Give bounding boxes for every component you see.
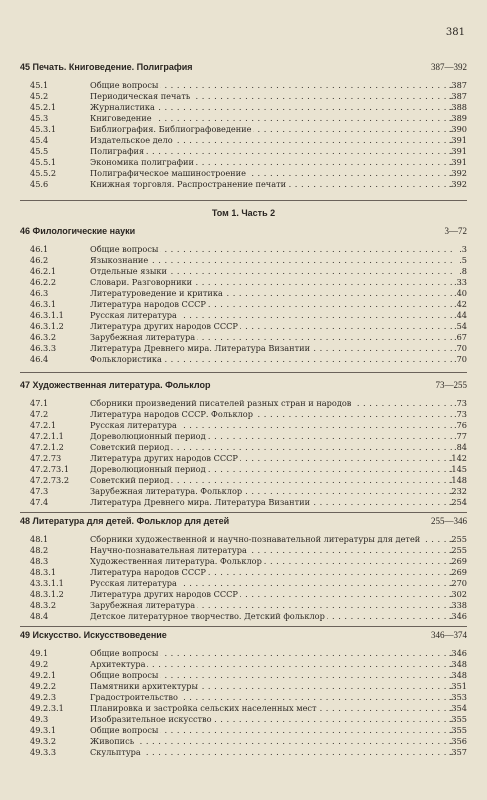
entry-label-wrap	[90, 255, 453, 266]
entry-page: .3	[459, 244, 467, 254]
toc-entry	[20, 692, 467, 703]
entry-page: .355	[448, 714, 467, 724]
toc-entry	[20, 567, 467, 578]
section-page-range: 255—346	[431, 516, 467, 526]
entry-page: .387	[448, 91, 467, 101]
entry-code: 47.2.73.1	[30, 464, 70, 474]
entry-label-wrap	[90, 113, 453, 124]
toc-entry	[20, 714, 467, 725]
section-46	[20, 224, 467, 365]
entry-code: 47.3	[30, 486, 49, 496]
entry-page: .346	[448, 648, 467, 658]
toc-entry	[20, 747, 467, 758]
entry-label: Литература народов СССР. Фольклор	[90, 409, 253, 419]
entry-page: .73	[453, 398, 467, 408]
entry-label: Дореволюционный период	[90, 431, 206, 441]
entry-list	[20, 534, 467, 622]
toc-entry	[20, 409, 467, 420]
entry-label-wrap	[90, 91, 453, 102]
entry-label-wrap	[90, 135, 453, 146]
entry-code: 45.2.1	[30, 102, 57, 112]
toc-entry	[20, 475, 467, 486]
entry-code: 46.4	[30, 354, 49, 364]
toc-entry	[20, 497, 467, 508]
entry-label: Литература других народов СССР	[90, 321, 238, 331]
entry-page: .388	[448, 102, 467, 112]
entry-label-wrap	[90, 567, 453, 578]
toc-entry	[20, 277, 467, 288]
section-divider	[20, 512, 467, 513]
entry-page: .8	[459, 266, 467, 276]
entry-code: 47.1	[30, 398, 49, 408]
toc-entry	[20, 736, 467, 747]
entry-label: Научно-познавательная литература	[90, 545, 247, 555]
entry-label: Детское литературное творчество. Детский фольклор	[90, 611, 325, 621]
entry-page: .389	[448, 113, 467, 123]
entry-code: 49.3.3	[30, 747, 57, 757]
entry-label: Советский период	[90, 475, 170, 485]
entry-code: 48.1	[30, 534, 49, 544]
entry-page: .145	[448, 464, 467, 474]
section-heading	[20, 514, 467, 528]
entry-code: 47.2.1.1	[30, 431, 64, 441]
toc-entry	[20, 611, 467, 622]
entry-label-wrap	[90, 497, 453, 508]
entry-code: 47.4	[30, 497, 49, 507]
section-page-range: 3—72	[444, 226, 467, 236]
entry-page: .392	[448, 168, 467, 178]
entry-page: .392	[448, 179, 467, 189]
entry-label: Литературоведение и критика	[90, 288, 223, 298]
entry-label-wrap	[90, 681, 453, 692]
entry-code: 47.2.73.2	[30, 475, 70, 485]
section-page-range: 73—255	[435, 380, 467, 390]
entry-code: 45.1	[30, 80, 49, 90]
toc-entry	[20, 124, 467, 135]
entry-code: 49.3.1	[30, 725, 57, 735]
toc-entry	[20, 354, 467, 365]
entry-label-wrap	[90, 725, 453, 736]
entry-code: 46.3.2	[30, 332, 57, 342]
entry-page: .351	[448, 681, 467, 691]
entry-label-wrap	[90, 534, 453, 545]
entry-label: Литература других народов СССР	[90, 453, 238, 463]
page-number: 381	[445, 27, 465, 38]
entry-page: .54	[453, 321, 467, 331]
entry-code: 45.4	[30, 135, 49, 145]
toc-entry	[20, 600, 467, 611]
toc-entry	[20, 453, 467, 464]
entry-label-wrap	[90, 124, 453, 135]
entry-label: Литература Древнего мира. Литература Византии	[90, 497, 311, 507]
entry-code: 49.2.2	[30, 681, 57, 691]
entry-page: .391	[448, 146, 467, 156]
entry-page: .70	[453, 343, 467, 353]
entry-code: 47.2.1	[30, 420, 57, 430]
entry-page: .387	[448, 80, 467, 90]
entry-label-wrap	[90, 80, 453, 91]
toc-entry	[20, 442, 467, 453]
section-title: 45 Печать. Книговедение. Полиграфия	[20, 62, 193, 72]
entry-page: .353	[448, 692, 467, 702]
entry-page: .148	[448, 475, 467, 485]
section-48	[20, 514, 467, 622]
entry-code: 48.3.1.2	[30, 589, 64, 599]
entry-label: Общие вопросы	[90, 80, 159, 90]
entry-label-wrap	[90, 277, 453, 288]
entry-label: Периодическая печать	[90, 91, 191, 101]
section-page-range: 387—392	[431, 62, 467, 72]
entry-page: .232	[448, 486, 467, 496]
toc-entry	[20, 299, 467, 310]
toc-entry	[20, 578, 467, 589]
entry-label: Общие вопросы	[90, 670, 159, 680]
entry-label-wrap	[90, 266, 453, 277]
toc-entry	[20, 648, 467, 659]
entry-page: .348	[448, 670, 467, 680]
toc-entry	[20, 102, 467, 113]
section-title: 46 Филологические науки	[20, 226, 136, 236]
entry-label-wrap	[90, 146, 453, 157]
section-45	[20, 60, 467, 190]
entry-label: Литература народов СССР	[90, 567, 206, 577]
entry-label-wrap	[90, 453, 453, 464]
section-47	[20, 378, 467, 508]
entry-label-wrap	[90, 736, 453, 747]
entry-list	[20, 80, 467, 190]
entry-label: Литература Древнего мира. Литература Византии	[90, 343, 311, 353]
section-divider	[20, 626, 467, 627]
entry-code: 49.3	[30, 714, 49, 724]
entry-page: .269	[448, 556, 467, 566]
toc-entry	[20, 343, 467, 354]
entry-label: Живопись	[90, 736, 135, 746]
entry-page: .391	[448, 157, 467, 167]
entry-label: Общие вопросы	[90, 648, 159, 658]
section-heading	[20, 378, 467, 392]
entry-label: Градостроительство	[90, 692, 178, 702]
entry-page: .77	[453, 431, 467, 441]
entry-label-wrap	[90, 659, 453, 670]
toc-entry	[20, 556, 467, 567]
entry-label-wrap	[90, 299, 453, 310]
entry-page: .44	[453, 310, 467, 320]
entry-page: .338	[448, 600, 467, 610]
entry-label: Русская литература	[90, 310, 177, 320]
entry-page: .356	[448, 736, 467, 746]
entry-label: Общие вопросы	[90, 725, 159, 735]
entry-label-wrap	[90, 670, 453, 681]
entry-page: .357	[448, 747, 467, 757]
entry-page: .348	[448, 659, 467, 669]
toc-entry	[20, 244, 467, 255]
entry-label-wrap	[90, 611, 453, 622]
entry-code: 48.3.1	[30, 567, 57, 577]
entry-page: .255	[448, 545, 467, 555]
toc-entry	[20, 486, 467, 497]
entry-label-wrap	[90, 168, 453, 179]
entry-code: 48.3.2	[30, 600, 57, 610]
entry-label: Фольклористика	[90, 354, 162, 364]
entry-label: Отдельные языки	[90, 266, 167, 276]
entry-label-wrap	[90, 102, 453, 113]
entry-label: Библиография. Библиографоведение	[90, 124, 252, 134]
entry-label: Экономика полиграфии	[90, 157, 194, 167]
toc-entry	[20, 725, 467, 736]
entry-page: .302	[448, 589, 467, 599]
toc-entry	[20, 113, 467, 124]
entry-label-wrap	[90, 409, 453, 420]
section-page-range: 346—374	[431, 630, 467, 640]
toc-entry	[20, 179, 467, 190]
entry-label-wrap	[90, 545, 453, 556]
entry-label: Изобразительное искусство	[90, 714, 212, 724]
entry-label: Литература других народов СССР	[90, 589, 238, 599]
section-49	[20, 628, 467, 758]
entry-code: 46.3	[30, 288, 49, 298]
entry-label-wrap	[90, 332, 453, 343]
entry-page: .354	[448, 703, 467, 713]
entry-code: 46.3.3	[30, 343, 57, 353]
entry-code: 45.5	[30, 146, 49, 156]
entry-label: Издательское дело	[90, 135, 173, 145]
toc-entry	[20, 420, 467, 431]
entry-label-wrap	[90, 398, 453, 409]
entry-page: .269	[448, 567, 467, 577]
entry-code: 46.2.1	[30, 266, 57, 276]
entry-code: 45.3	[30, 113, 49, 123]
entry-label: Русская литература	[90, 420, 177, 430]
entry-page: .42	[453, 299, 467, 309]
entry-label: Общие вопросы	[90, 244, 159, 254]
entry-page: .254	[448, 497, 467, 507]
entry-page: .255	[448, 534, 467, 544]
toc-entry	[20, 288, 467, 299]
entry-code: 45.5.2	[30, 168, 57, 178]
entry-code: 47.2.1.2	[30, 442, 64, 452]
entry-label-wrap	[90, 464, 453, 475]
section-heading	[20, 628, 467, 642]
entry-label: Книговедение	[90, 113, 152, 123]
entry-code: 48.3	[30, 556, 49, 566]
entry-label-wrap	[90, 420, 453, 431]
entry-label: Планировка и застройка сельских населенных мест	[90, 703, 317, 713]
entry-label: Архитектура	[90, 659, 146, 669]
entry-label-wrap	[90, 244, 453, 255]
entry-page: .40	[453, 288, 467, 298]
entry-label: Книжная торговля. Распространение печати	[90, 179, 287, 189]
entry-code: 48.4	[30, 611, 49, 621]
entry-label-wrap	[90, 692, 453, 703]
entry-code: 45.6	[30, 179, 49, 189]
entry-label: Зарубежная литература. Фольклор	[90, 486, 243, 496]
entry-code: 48.2	[30, 545, 49, 555]
entry-page: .390	[448, 124, 467, 134]
entry-label: Зарубежная литература	[90, 600, 196, 610]
entry-label-wrap	[90, 714, 453, 725]
toc-entry	[20, 589, 467, 600]
entry-code: 47.2.73	[30, 453, 62, 463]
entry-label: Дореволюционный период	[90, 464, 206, 474]
entry-page: .73	[453, 409, 467, 419]
toc-entry	[20, 310, 467, 321]
toc-entry	[20, 91, 467, 102]
entry-label-wrap	[90, 600, 453, 611]
entry-code: 45.3.1	[30, 124, 57, 134]
entry-label: Полиграфическое машиностроение	[90, 168, 246, 178]
entry-label-wrap	[90, 321, 453, 332]
entry-label: Сборники художественной и научно-познавательной литературы для детей	[90, 534, 421, 544]
entry-label: Словари. Разговорники	[90, 277, 193, 287]
entry-code: 49.2.3	[30, 692, 57, 702]
toc-entry	[20, 321, 467, 332]
toc-entry	[20, 545, 467, 556]
entry-page: .346	[448, 611, 467, 621]
entry-page: .270	[448, 578, 467, 588]
entry-label: Литература народов СССР	[90, 299, 206, 309]
entry-code: 49.1	[30, 648, 49, 658]
entry-code: 46.3.1.1	[30, 310, 64, 320]
entry-list	[20, 398, 467, 508]
entry-list	[20, 244, 467, 365]
entry-label-wrap	[90, 354, 453, 365]
toc-entry	[20, 266, 467, 277]
entry-code: 46.1	[30, 244, 49, 254]
section-title: 48 Литература для детей. Фольклор для детей	[20, 516, 230, 526]
entry-label-wrap	[90, 475, 453, 486]
entry-label-wrap	[90, 343, 453, 354]
toc-entry	[20, 398, 467, 409]
entry-label-wrap	[90, 648, 453, 659]
entry-label: Полиграфия	[90, 146, 145, 156]
entry-list	[20, 648, 467, 758]
entry-code: 43.3.1.1	[30, 578, 64, 588]
entry-label-wrap	[90, 310, 453, 321]
toc-entry	[20, 703, 467, 714]
toc-entry	[20, 431, 467, 442]
toc-entry	[20, 146, 467, 157]
entry-code: 47.2	[30, 409, 49, 419]
toc-entry	[20, 332, 467, 343]
entry-label-wrap	[90, 288, 453, 299]
entry-label-wrap	[90, 486, 453, 497]
entry-code: 49.2.3.1	[30, 703, 64, 713]
toc-entry	[20, 80, 467, 91]
section-divider	[20, 200, 467, 201]
entry-page: .84	[453, 442, 467, 452]
toc-entry	[20, 670, 467, 681]
entry-label-wrap	[90, 442, 453, 453]
entry-code: 46.2.2	[30, 277, 57, 287]
entry-code: 46.2	[30, 255, 49, 265]
entry-label: Советский период	[90, 442, 170, 452]
entry-page: .142	[448, 453, 467, 463]
toc-entry	[20, 168, 467, 179]
entry-code: 45.5.1	[30, 157, 57, 167]
entry-label-wrap	[90, 179, 453, 190]
entry-label-wrap	[90, 747, 453, 758]
entry-label: Журналистика	[90, 102, 155, 112]
entry-page: .391	[448, 135, 467, 145]
entry-label-wrap	[90, 589, 453, 600]
entry-page: .355	[448, 725, 467, 735]
entry-label: Языкознание	[90, 255, 149, 265]
toc-entry	[20, 255, 467, 266]
entry-code: 46.3.1	[30, 299, 57, 309]
toc-entry	[20, 659, 467, 670]
entry-code: 49.3.2	[30, 736, 57, 746]
entry-label-wrap	[90, 703, 453, 714]
toc-entry	[20, 464, 467, 475]
entry-label: Памятники архитектуры	[90, 681, 198, 691]
section-title: 47 Художественная литература. Фольклор	[20, 380, 211, 390]
entry-page: .67	[453, 332, 467, 342]
entry-code: 46.3.1.2	[30, 321, 64, 331]
volume-title: Том 1. Часть 2	[211, 208, 276, 218]
entry-label: Зарубежная литература	[90, 332, 196, 342]
entry-label-wrap	[90, 431, 453, 442]
toc-entry	[20, 135, 467, 146]
section-title: 49 Искусство. Искусствоведение	[20, 630, 167, 640]
toc-entry	[20, 534, 467, 545]
entry-label: Русская литература	[90, 578, 177, 588]
entry-label-wrap	[90, 578, 453, 589]
entry-code: 45.2	[30, 91, 49, 101]
entry-page: .70	[453, 354, 467, 364]
entry-page: .5	[459, 255, 467, 265]
entry-label: Художественная литература. Фольклор	[90, 556, 262, 566]
entry-label-wrap	[90, 157, 453, 168]
entry-label-wrap	[90, 556, 453, 567]
entry-label: Сборники произведений писателей разных стран и народов	[90, 398, 352, 408]
entry-label: Скульптура	[90, 747, 141, 757]
section-divider	[20, 372, 467, 373]
entry-code: 49.2.1	[30, 670, 57, 680]
section-heading	[20, 60, 467, 74]
toc-entry	[20, 681, 467, 692]
entry-page: .76	[453, 420, 467, 430]
section-heading	[20, 224, 467, 238]
entry-page: .33	[453, 277, 467, 287]
toc-entry	[20, 157, 467, 168]
entry-code: 49.2	[30, 659, 49, 669]
